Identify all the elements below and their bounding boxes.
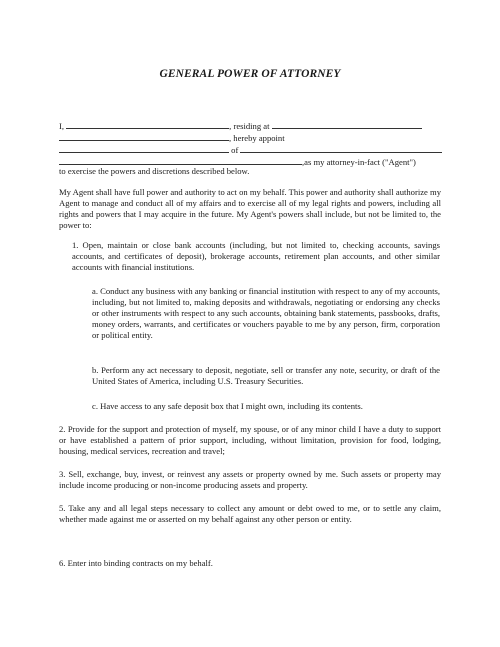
name-blank[interactable] xyxy=(66,120,229,129)
item-2-paragraph: 2. Provide for the support and protection of myself, my spouse, or of any minor child I have a duty to support or have established a pattern of prior support, including, without limitation, provision for food, lodging, housing, medical services, recreation and travel; xyxy=(59,424,441,456)
intro-paragraph: My Agent shall have full power and authority to act on my behalf. This power and authority shall authorize my Agent to manage and conduct all of my affairs and to exercise all of my legal rights and powers, including all rights and powers that I may acquire in the future. My Agent's powers shall include, but not be limited to, the power to: xyxy=(59,187,441,230)
item-6-paragraph: 6. Enter into binding contracts on my behalf. xyxy=(59,558,213,568)
item-1b-paragraph: b. Perform any act necessary to deposit, negotiate, sell or transfer any note, security, or draft of the United States of America, including U.S. Treasury Securities. xyxy=(92,365,440,386)
header-line-2 xyxy=(59,132,285,143)
header-line-5: to exercise the powers and discretions described below. xyxy=(59,166,250,176)
document-title: GENERAL POWER OF ATTORNEY xyxy=(159,68,341,80)
item-3-paragraph: 3. Sell, exchange, buy, invest, or reinvest any assets or property owned by me. Such assets or property may include income producing or non-income producing assets and property. xyxy=(59,469,441,490)
item-1a-paragraph: a. Conduct any business with any banking or financial institution with respect to any of my accounts, including, but not limited to, making deposits and withdrawals, negotiating or endorsing any checks or other instruments with respect to any such accounts, obtaining bank statements, passbooks, drafts, money orders, warrants, and certificates or vouchers payable to me by any person, firm, corporation or political entity. xyxy=(92,286,440,340)
of-label: of xyxy=(231,145,239,155)
agent-address-continued-blank[interactable] xyxy=(59,156,302,165)
header-line-3 xyxy=(59,144,442,155)
header-prefix: I, xyxy=(59,121,65,131)
address-blank[interactable] xyxy=(272,120,422,129)
agent-name-blank[interactable] xyxy=(59,144,229,153)
item-5-paragraph: 5. Take any and all legal steps necessary to collect any amount or debt owed to me, or to settle any claim, whether made against me or asserted on my behalf against any other person or entity. xyxy=(59,503,441,524)
item-1-paragraph: 1. Open, maintain or close bank accounts (including, but not limited to, checking accounts, savings accounts, and certificates of deposit), brokerage accounts, retirement plan accounts, and other similar accounts with financial institutions. xyxy=(72,240,440,272)
item-1c-paragraph: c. Have access to any safe deposit box that I might own, including its contents. xyxy=(92,401,363,411)
attorney-in-fact-label: ,as my attorney-in-fact ("Agent") xyxy=(302,157,416,167)
address-continued-blank[interactable] xyxy=(59,132,229,141)
header-line-1 xyxy=(59,120,422,131)
residing-label: , residing at xyxy=(229,121,270,131)
agent-address-blank[interactable] xyxy=(240,144,442,153)
appoint-label: , hereby appoint xyxy=(229,133,285,143)
